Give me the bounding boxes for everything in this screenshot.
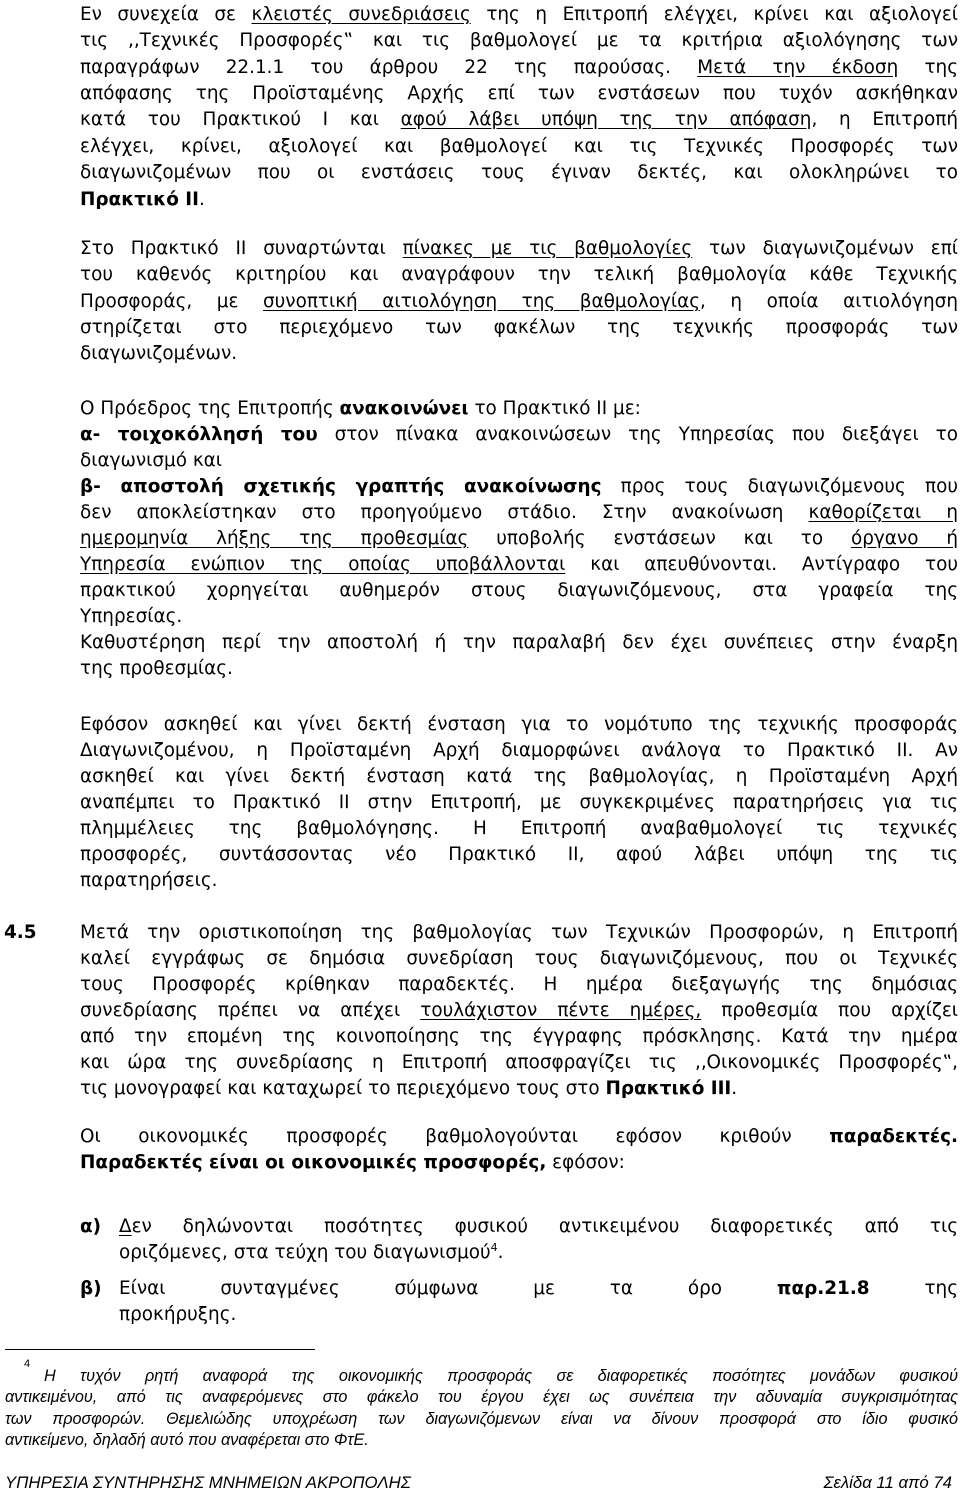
text-line: Εν συνεχεία σε κλειστές συνεδριάσεις της η Επιτροπή ελέγχει, κρίνει και αξιολογεί [80, 4, 959, 25]
text-line: α- τοιχοκόλλησή του στον πίνακα ανακοινώσεων της Υπηρεσίας που διεξάγει το [80, 424, 958, 445]
text-line: πλημμέλειες της βαθμολόγησης. Η Επιτροπή αναβαθμολογεί τις τεχνικές [80, 818, 958, 839]
footnote-line: αντικειμένου, από τις αναφερόμενες στο φάκελο του έργου έχει ως συνέπεια την αδυναμία συγκρισιμότητας [5, 1388, 958, 1406]
text-line: Ο Πρόεδρος της Επιτροπής ανακοινώνει το Πρακτικό ΙΙ με: [80, 398, 641, 419]
text-line: τις ‚‚Τεχνικές Προσφορές‟ και τις βαθμολογεί με τα κριτήρια αξιολόγησης των [80, 30, 958, 51]
text-line: Παραδεκτές είναι οι οικονομικές προσφορές, εφόσον: [80, 1152, 625, 1173]
text-line: Εφόσον ασκηθεί και γίνει δεκτή ένσταση για το νομότυπο της τεχνικής προσφοράς [80, 714, 958, 735]
text-line: απόφασης της Προϊσταμένης Αρχής επί των ενστάσεων που τυχόν ασκήθηκαν [80, 83, 958, 104]
text-line: Είναι συνταγμένες σύμφωνα με τα όρο παρ.21.8 της [119, 1278, 958, 1299]
text-line: προκήρυξης. [119, 1304, 237, 1325]
text-line: ασκηθεί και γίνει δεκτή ένσταση κατά της βαθμολογίας, η Προϊσταμένη Αρχή [80, 766, 958, 787]
list-marker: β) [80, 1278, 102, 1299]
text-line: διαγωνισμό και [80, 450, 223, 471]
text-line: ημερομηνία λήξης της προθεσμίας υποβολής ενστάσεων και το όργανο ή [80, 528, 959, 549]
text-line: δεν αποκλείστηκαν στο προηγούμενο στάδιο. Στην ανακοίνωση καθορίζεται η [80, 502, 958, 523]
text-line: Καθυστέρηση περί την αποστολή ή την παραλαβή δεν έχει συνέπειες στην έναρξη [80, 632, 958, 653]
text-line: τις μονογραφεί και καταχωρεί το περιεχόμενο τους στο Πρακτικό ΙΙΙ. [80, 1078, 738, 1099]
text-line: κατά του Πρακτικού Ι και αφού λάβει υπόψη της την απόφαση, η Επιτροπή [80, 109, 958, 130]
text-line: Υπηρεσία ενώπιον της οποίας υποβάλλονται και απευθύνονται. Αντίγραφο του [80, 554, 958, 575]
text-line: συνεδρίασης πρέπει να απέχει τουλάχιστον πέντε ημέρες, προθεσμία που αρχίζει [80, 1000, 958, 1021]
section-number: 4.5 [4, 922, 37, 943]
text-line: Οι οικονομικές προσφορές βαθμολογούνται εφόσον κριθούν παραδεκτές. [80, 1126, 958, 1147]
text-line: Δεν δηλώνονται ποσότητες φυσικού αντικειμένου διαφορετικές από τις [119, 1216, 958, 1237]
text-line: της προθεσμίας. [80, 658, 233, 679]
text-line: διαγωνιζομένων. [80, 343, 238, 364]
text-line: προσφορές, συντάσσοντας νέο Πρακτικό ΙΙ, αφού λάβει υπόψη της τις [80, 844, 958, 865]
text-line: αναπέμπει το Πρακτικό ΙΙ στην Επιτροπή, με συγκεκριμένες παρατηρήσεις για τις [80, 792, 958, 813]
text-line: Πρακτικό ΙΙ. [80, 189, 205, 210]
text-line: διαγωνιζομένων που οι ενστάσεις τους έγιναν δεκτές, και ολοκληρώνει το [80, 162, 958, 183]
text-line: του καθενός κριτηρίου και αναγράφουν την τελική βαθμολογία κάθε Τεχνικής [80, 264, 958, 285]
footnote-line: αντικείμενο, δηλαδή αυτό που αναφέρεται στο ΦτΕ. [5, 1431, 369, 1449]
footer-organization: ΥΠΗΡΕΣΙΑ ΣΥΝΤΗΡΗΣΗΣ ΜΝΗΜΕΙΩΝ ΑΚΡΟΠΟΛΗΣ [5, 1473, 411, 1492]
text-line: παραγράφων 22.1.1 του άρθρου 22 της παρούσας. Μετά την έκδοση της [80, 57, 958, 78]
text-line: Προσφοράς, με συνοπτική αιτιολόγηση της βαθμολογίας, η οποία αιτιολόγηση [80, 291, 958, 312]
footnote-line: Η τυχόν ρητή αναφορά της οικονομικής προσφοράς σε διαφορετικές ποσότητες μονάδων φυσικού [44, 1367, 958, 1385]
text-line: στηρίζεται στο περιεχόμενο των φακέλων της τεχνικής προσφοράς των [80, 317, 958, 338]
text-line: παρατηρήσεις. [80, 870, 218, 891]
text-line: Στο Πρακτικό ΙΙ συναρτώνται πίνακες με τις βαθμολογίες των διαγωνιζομένων επί [80, 238, 958, 259]
footer-page-number: Σελίδα 11 από 74 [823, 1473, 952, 1492]
footnote-line: των προσφορών. Θεμελιώδης υποχρέωση των διαγωνιζόμενων είναι να δίνουν προσφορά στο ίδιο φυσικό [5, 1410, 958, 1428]
text-line: Διαγωνιζομένου, η Προϊσταμένη Αρχή διαμορφώνει ανάλογα το Πρακτικό ΙΙ. Αν [80, 740, 958, 761]
text-line: τους Προσφορές κρίθηκαν παραδεκτές. Η ημέρα διεξαγωγής της δημόσιας [80, 974, 958, 995]
text-line: από την επομένη της κοινοποίησης της έγγραφης πρόσκλησης. Κατά την ημέρα [80, 1026, 958, 1047]
text-line: Υπηρεσίας. [80, 606, 183, 627]
text-line: β- αποστολή σχετικής γραπτής ανακοίνωσης προς τους διαγωνιζόμενους που [80, 476, 958, 497]
footnote-separator [5, 1349, 315, 1350]
text-line: και ώρα της συνεδρίασης η Επιτροπή αποσφραγίζει τις ‚‚Οικονομικές Προσφορές‟, [80, 1052, 958, 1073]
text-line: ελέγχει, κρίνει, αξιολογεί και βαθμολογεί και τις Τεχνικές Προσφορές των [80, 136, 958, 157]
text-line: οριζόμενες, στα τεύχη του διαγωνισμού$^4$. [119, 1241, 504, 1263]
text-line: Μετά την οριστικοποίηση της βαθμολογίας των Τεχνικών Προσφορών, η Επιτροπή [80, 922, 958, 943]
footnote-mark: 4 [24, 1358, 31, 1370]
footnote-reference: 4 [490, 1241, 498, 1254]
text-line: καλεί εγγράφως σε δημόσια συνεδρίαση τους διαγωνιζόμενους, που οι Τεχνικές [80, 948, 958, 969]
text-line: πρακτικού χορηγείται αυθημερόν στους διαγωνιζόμενους, στα γραφεία της [80, 580, 958, 601]
list-marker: α) [80, 1216, 102, 1237]
